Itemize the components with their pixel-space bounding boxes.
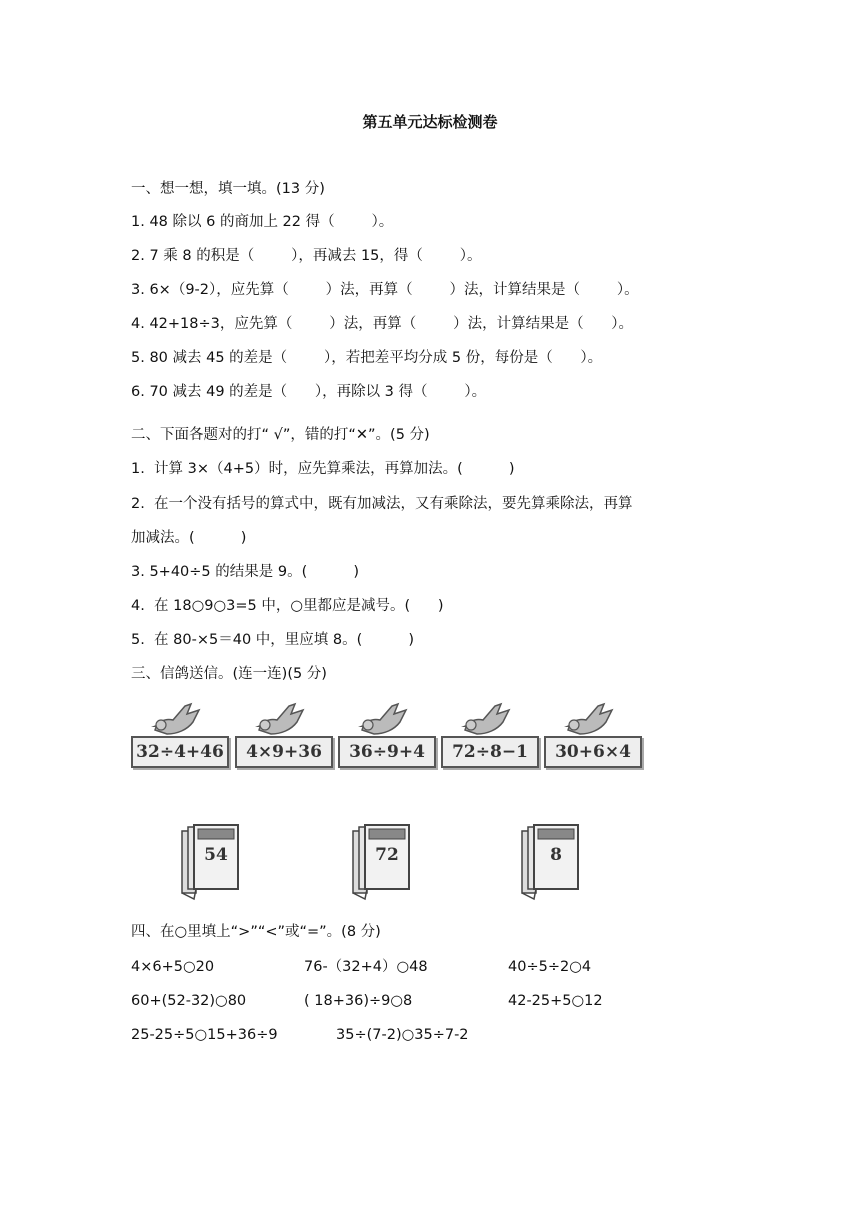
compare-item: 4×6+5○20	[131, 959, 215, 975]
compare-item: 42-25+5○12	[508, 993, 603, 1009]
pigeon-icon	[560, 700, 620, 740]
section-2-heading: 二、下面各题对的打“ √”，错的打“✕”。(5 分)	[131, 427, 430, 443]
compare-item: 76-（32+4）○48	[304, 959, 428, 975]
question-2-1: 1. 计算 3×（4+5）时，应先算乘法，再算加法。( )	[131, 461, 515, 477]
compare-item: 25-25÷5○15+36÷9	[131, 1027, 278, 1043]
mailbox-number-2: 72	[375, 845, 399, 865]
section-1-heading: 一、想一想，填一填。(13 分)	[131, 181, 325, 197]
pigeon-card[interactable]	[544, 700, 642, 770]
mailbox[interactable]	[349, 823, 415, 901]
page-title: 第五单元达标检测卷	[362, 113, 498, 131]
pigeon-icon	[251, 700, 311, 740]
section-4-heading: 四、在○里填上“>”“<”或“=”。(8 分)	[131, 924, 381, 940]
expression-card-5: 30+6×4	[544, 736, 642, 768]
question-1-5: 5. 80 减去 45 的差是（ ），若把差平均分成 5 份，每份是（ ）。	[131, 350, 603, 366]
question-1-1: 1. 48 除以 6 的商加上 22 得（ ）。	[131, 214, 394, 230]
expression-card-2: 4×9+36	[235, 736, 333, 768]
expression-card-3: 36÷9+4	[338, 736, 436, 768]
pigeon-icon	[354, 700, 414, 740]
expression-card-1: 32÷4+46	[131, 736, 229, 768]
compare-item: 60+(52-32)○80	[131, 993, 247, 1009]
compare-item: ( 18+36)÷9○8	[304, 993, 413, 1009]
question-2-2-cont: 加减法。( )	[131, 530, 247, 546]
compare-item: 35÷(7-2)○35÷7-2	[336, 1027, 469, 1043]
compare-item: 40÷5÷2○4	[508, 959, 592, 975]
question-2-2: 2. 在一个没有括号的算式中，既有加减法，又有乘除法，要先算乘除法，再算	[131, 496, 633, 512]
expression-card-4: 72÷8−1	[441, 736, 539, 768]
question-1-4: 4. 42+18÷3，应先算（ ）法，再算（ ）法，计算结果是（ ）。	[131, 316, 634, 332]
mailbox-number-3: 8	[550, 845, 562, 865]
mailbox[interactable]	[518, 823, 584, 901]
section-3-heading: 三、信鸽送信。(连一连)(5 分)	[131, 666, 327, 682]
pigeon-card[interactable]	[338, 700, 436, 770]
mailbox[interactable]	[178, 823, 244, 901]
question-2-4: 4. 在 18○9○3=5 中，○里都应是减号。( )	[131, 598, 444, 614]
question-1-6: 6. 70 减去 49 的差是（ ），再除以 3 得（ ）。	[131, 384, 487, 400]
pigeon-cards	[131, 700, 651, 770]
question-2-3: 3. 5+40÷5 的结果是 9。( )	[131, 564, 359, 580]
pigeon-icon	[457, 700, 517, 740]
pigeon-card[interactable]	[235, 700, 333, 770]
pigeon-icon	[147, 700, 207, 740]
question-2-5: 5. 在 80-×5＝40 中，里应填 8。( )	[131, 632, 415, 648]
mailbox-number-1: 54	[204, 845, 228, 865]
pigeon-card[interactable]	[441, 700, 539, 770]
question-1-2: 2. 7 乘 8 的积是（ ），再减去 15，得（ ）。	[131, 248, 482, 264]
question-1-3: 3. 6×（9-2），应先算（ ）法，再算（ ）法，计算结果是（ ）。	[131, 282, 639, 298]
pigeon-card[interactable]	[131, 700, 229, 770]
